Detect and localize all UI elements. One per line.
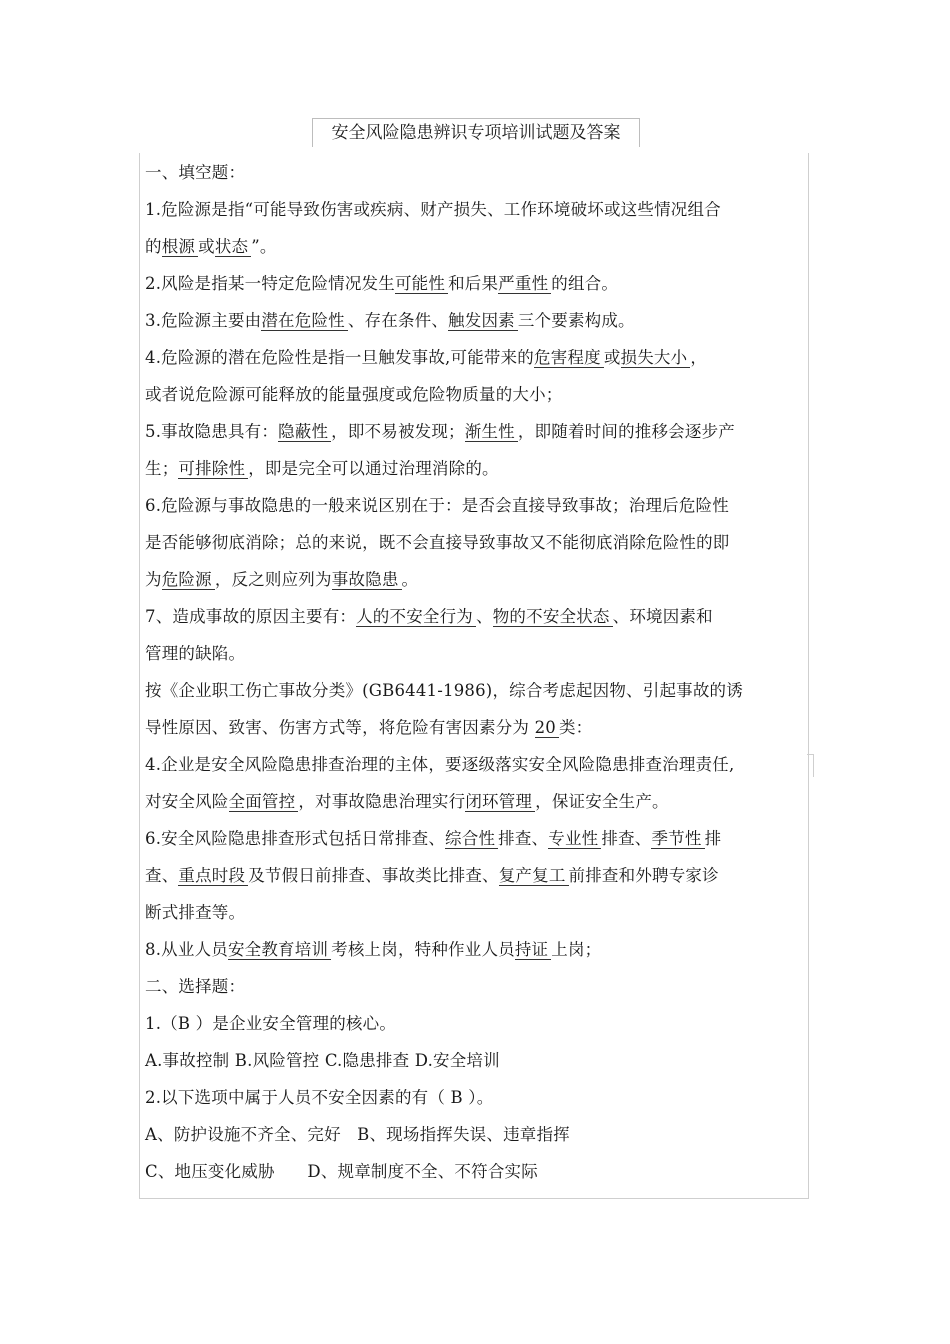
question-line: 或者说危险源可能释放的能量强度或危险物质量的大小；: [145, 385, 563, 404]
question-line: 为危险源 ，反之则应列为事故隐患 。: [145, 570, 419, 589]
answer-blank: 危害程度: [534, 348, 604, 368]
answer-blank: 复产复工: [499, 866, 569, 886]
answer-blank: 严重性: [498, 274, 551, 294]
page-title: 安全风险隐患辨识专项培训试题及答案: [312, 118, 640, 147]
question-line: 对安全风险全面管控 ，对事故隐患治理实行闭环管理 ，保证安全生产。: [145, 792, 669, 811]
question-line: 按《企业职工伤亡事故分类》(GB6441-1986)，综合考虑起因物、引起事故的诱: [145, 681, 743, 700]
answer-blank: 专业性: [548, 829, 601, 849]
section-heading: 一、填空题：: [145, 163, 246, 182]
question-line: 7、造成事故的原因主要有：人的不安全行为 、物的不安全状态 、环境因素和: [145, 607, 713, 626]
document-body: [145, 154, 807, 1190]
question-line: 生；可排除性 ，即是完全可以通过治理消除的。: [145, 459, 499, 478]
answer-blank: 隐蔽性: [278, 422, 331, 442]
answer-blank: 人的不安全行为: [356, 607, 476, 627]
answer-blank: 闭环管理: [465, 792, 535, 812]
answer-blank: 状态: [215, 237, 251, 257]
answer-blank: 持证: [515, 940, 551, 960]
answer-blank: 季节性: [651, 829, 704, 849]
question-line: 管理的缺陷。: [145, 644, 246, 663]
question-line: 6.安全风险隐患排查形式包括日常排查、综合性 排查、专业性 排查、季节性 排: [145, 829, 722, 848]
question-line: 导性原因、致害、伤害方式等，将危险有害因素分为 20 类：: [145, 718, 593, 737]
question-line: 断式排查等。: [145, 903, 246, 922]
question-line: 1.危险源是指“可能导致伤害或疾病、财产损失、工作环境破坏或这些情况组合: [145, 200, 721, 219]
question-line: 8.从业人员安全教育培训 考核上岗，特种作业人员持证 上岗；: [145, 940, 602, 959]
answer-blank: 安全教育培训: [228, 940, 331, 960]
answer-blank: 20: [535, 718, 559, 738]
question-line: 5.事故隐患具有：隐蔽性 ，即不易被发现；渐生性 ，即随着时间的推移会逐步产: [145, 422, 735, 441]
answer-blank: 根源: [162, 237, 198, 257]
section-heading: 二、选择题：: [145, 977, 246, 996]
question-line: 3.危险源主要由潜在危险性 、存在条件、触发因素 三个要素构成。: [145, 311, 635, 330]
answer-blank: 事故隐患: [332, 570, 402, 590]
answer-blank: 渐生性: [465, 422, 518, 442]
choice-question: 1.（B ）是企业安全管理的核心。: [145, 1014, 397, 1033]
question-line: 4.危险源的潜在危险性是指一旦触发事故,可能带来的危害程度 或损失大小 ，: [145, 348, 708, 367]
question-line: 查、重点时段 及节假日前排查、事故类比排查、复产复工 前排查和外聘专家诊: [145, 866, 719, 885]
choice-options: A、防护设施不齐全、完好 B、现场指挥失误、违章指挥: [145, 1125, 570, 1144]
frame-mark: [807, 754, 814, 777]
answer-blank: 触发因素: [448, 311, 518, 331]
question-line: 的根源 或状态 ”。: [145, 237, 277, 256]
choice-options: C、地压变化威胁 D、规章制度不全、不符合实际: [145, 1162, 538, 1181]
question-line: 6.危险源与事故隐患的一般来说区别在于：是否会直接导致事故；治理后危险性: [145, 496, 729, 515]
choice-options: A.事故控制 B.风险管控 C.隐患排查 D.安全培训: [145, 1051, 500, 1070]
question-line: 2.风险是指某一特定危险情况发生可能性 和后果严重性 的组合。: [145, 274, 619, 293]
answer-blank: 损失大小: [621, 348, 691, 368]
question-line: 是否能够彻底消除；总的来说，既不会直接导致事故又不能彻底消除危险性的即: [145, 533, 730, 552]
answer-blank: 全面管控: [229, 792, 299, 812]
answer-blank: 可排除性: [178, 459, 248, 479]
answer-blank: 物的不安全状态: [493, 607, 613, 627]
question-line: 4.企业是安全风险隐患排查治理的主体，要逐级落实安全风险隐患排查治理责任,: [145, 755, 735, 774]
answer-blank: 综合性: [445, 829, 498, 849]
answer-blank: 潜在危险性: [261, 311, 348, 331]
choice-question: 2.以下选项中属于人员不安全因素的有（ B ）。: [145, 1088, 494, 1107]
answer-blank: 重点时段: [178, 866, 248, 886]
answer-blank: 危险源: [162, 570, 215, 590]
answer-blank: 可能性: [395, 274, 448, 294]
